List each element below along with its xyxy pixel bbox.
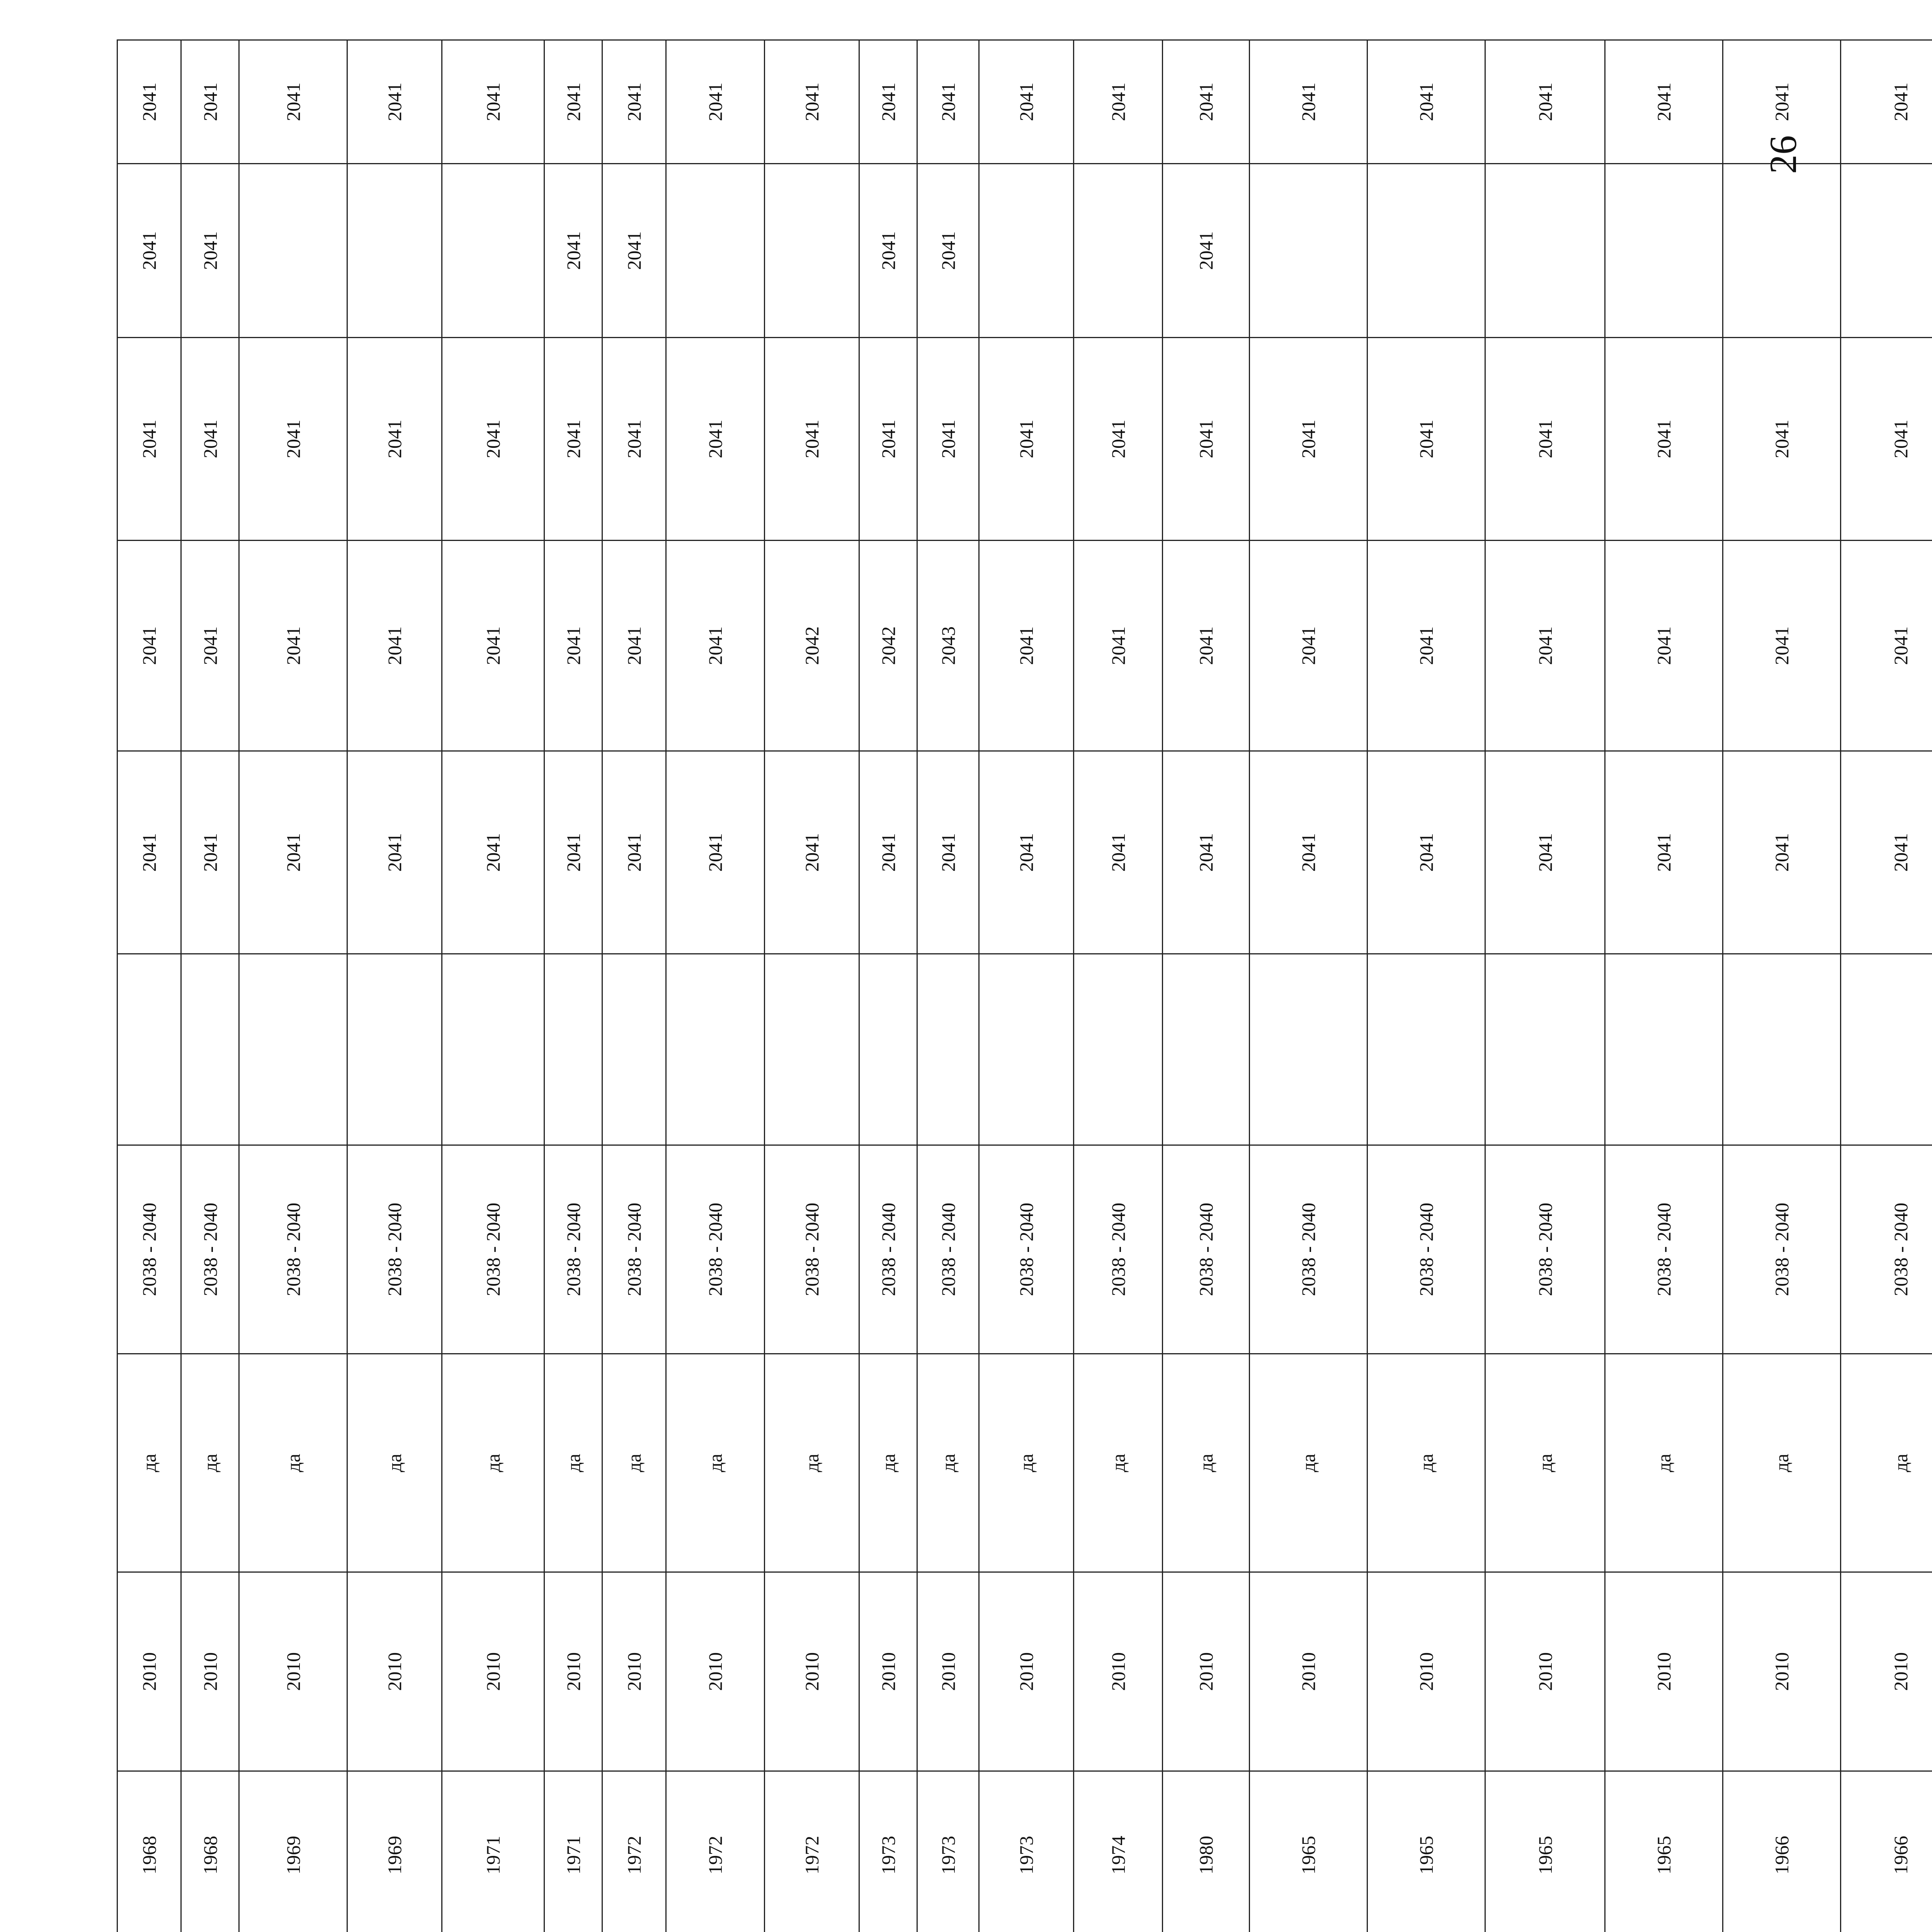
column-14-cell: 2041	[1367, 40, 1485, 164]
column-9-cell	[859, 954, 917, 1145]
construction-year-cell: 1971	[544, 1771, 602, 1932]
column-13-cell	[1367, 164, 1485, 338]
table-body	[117, 40, 1932, 1932]
repair-needed-cell: да	[602, 1354, 666, 1572]
column-10-cell: 2041	[1485, 751, 1605, 954]
column-10-cell: 2041	[1723, 751, 1841, 954]
table-row	[239, 40, 347, 1932]
column-12-cell: 2041	[347, 338, 442, 541]
survey-year-cell: 2010	[347, 1572, 442, 1771]
planned-period-cell: 2038 - 2040	[117, 1145, 181, 1354]
column-13-cell	[1074, 164, 1163, 338]
column-9-cell	[1367, 954, 1485, 1145]
column-14-cell: 2041	[602, 40, 666, 164]
column-12-cell: 2041	[765, 338, 859, 541]
column-11-cell: 2041	[117, 541, 181, 751]
column-9-cell	[666, 954, 765, 1145]
column-9-cell	[1605, 954, 1723, 1145]
table-row	[765, 40, 859, 1932]
planned-period-cell: 2038 - 2040	[1723, 1145, 1841, 1354]
column-12-cell: 2041	[544, 338, 602, 541]
column-12-cell: 2041	[1074, 338, 1163, 541]
construction-year-cell: 1973	[979, 1771, 1074, 1932]
column-10-cell: 2041	[917, 751, 979, 954]
survey-year-cell: 2010	[859, 1572, 917, 1771]
column-13-cell	[239, 164, 347, 338]
column-12-cell: 2041	[442, 338, 544, 541]
construction-year-cell: 1972	[765, 1771, 859, 1932]
column-12-cell: 2041	[181, 338, 239, 541]
survey-year-cell: 2010	[1367, 1572, 1485, 1771]
column-14-cell: 2041	[859, 40, 917, 164]
column-9-cell	[1250, 954, 1367, 1145]
column-11-cell: 2041	[347, 541, 442, 751]
column-12-cell: 2041	[117, 338, 181, 541]
column-10-cell: 2041	[1841, 751, 1932, 954]
repair-needed-cell: да	[1485, 1354, 1605, 1572]
table-row	[1841, 40, 1932, 1932]
column-12-cell: 2041	[1841, 338, 1932, 541]
survey-year-cell: 2010	[442, 1572, 544, 1771]
repair-needed-cell: да	[765, 1354, 859, 1572]
column-10-cell: 2041	[442, 751, 544, 954]
column-11-cell: 2041	[544, 541, 602, 751]
column-14-cell: 2041	[239, 40, 347, 164]
table-row	[1605, 40, 1723, 1932]
planned-period-cell: 2038 - 2040	[1841, 1145, 1932, 1354]
column-9-cell	[602, 954, 666, 1145]
column-9-cell	[442, 954, 544, 1145]
table-row	[181, 40, 239, 1932]
column-12-cell: 2041	[917, 338, 979, 541]
survey-year-cell: 2010	[1605, 1572, 1723, 1771]
column-9-cell	[979, 954, 1074, 1145]
column-14-cell: 2041	[442, 40, 544, 164]
column-12-cell: 2041	[1163, 338, 1250, 541]
construction-year-cell: 1965	[1485, 1771, 1605, 1932]
repair-needed-cell: да	[442, 1354, 544, 1572]
column-13-cell	[1723, 164, 1841, 338]
column-11-cell: 2041	[442, 541, 544, 751]
column-12-cell: 2041	[1367, 338, 1485, 541]
construction-year-cell: 1966	[1723, 1771, 1841, 1932]
table-row	[1163, 40, 1250, 1932]
table-row	[442, 40, 544, 1932]
planned-period-cell: 2038 - 2040	[1485, 1145, 1605, 1354]
column-11-cell: 2043	[917, 541, 979, 751]
survey-year-cell: 2010	[181, 1572, 239, 1771]
table-row	[1723, 40, 1841, 1932]
column-13-cell	[442, 164, 544, 338]
column-11-cell: 2042	[859, 541, 917, 751]
survey-year-cell: 2010	[666, 1572, 765, 1771]
column-11-cell: 2041	[666, 541, 765, 751]
column-11-cell: 2041	[239, 541, 347, 751]
column-13-cell: 2041	[602, 164, 666, 338]
repair-needed-cell: да	[347, 1354, 442, 1572]
construction-year-cell: 1971	[442, 1771, 544, 1932]
table-row	[544, 40, 602, 1932]
planned-period-cell: 2038 - 2040	[181, 1145, 239, 1354]
column-14-cell: 2041	[979, 40, 1074, 164]
construction-year-cell: 1972	[666, 1771, 765, 1932]
survey-year-cell: 2010	[544, 1572, 602, 1771]
column-11-cell: 2041	[1074, 541, 1163, 751]
column-11-cell: 2041	[602, 541, 666, 751]
column-13-cell	[1250, 164, 1367, 338]
column-13-cell: 2041	[117, 164, 181, 338]
planned-period-cell: 2038 - 2040	[1074, 1145, 1163, 1354]
survey-year-cell: 2010	[1723, 1572, 1841, 1771]
repair-needed-cell: да	[544, 1354, 602, 1572]
planned-period-cell: 2038 - 2040	[859, 1145, 917, 1354]
column-11-cell: 2041	[1605, 541, 1723, 751]
column-9-cell	[1074, 954, 1163, 1145]
column-11-cell: 2041	[1163, 541, 1250, 751]
column-14-cell: 2041	[1485, 40, 1605, 164]
survey-year-cell: 2010	[117, 1572, 181, 1771]
column-10-cell: 2041	[117, 751, 181, 954]
construction-year-cell: 1973	[859, 1771, 917, 1932]
repair-needed-cell: да	[181, 1354, 239, 1572]
column-14-cell: 2041	[1723, 40, 1841, 164]
column-10-cell: 2041	[1163, 751, 1250, 954]
column-13-cell	[666, 164, 765, 338]
repair-needed-cell: да	[1163, 1354, 1250, 1572]
planned-period-cell: 2038 - 2040	[1163, 1145, 1250, 1354]
planned-period-cell: 2038 - 2040	[1367, 1145, 1485, 1354]
construction-year-cell: 1965	[1367, 1771, 1485, 1932]
column-12-cell: 2041	[602, 338, 666, 541]
column-11-cell: 2041	[1723, 541, 1841, 751]
column-10-cell: 2041	[666, 751, 765, 954]
planned-period-cell: 2038 - 2040	[666, 1145, 765, 1354]
column-13-cell	[1841, 164, 1932, 338]
column-11-cell: 2041	[979, 541, 1074, 751]
column-11-cell: 2042	[765, 541, 859, 751]
column-9-cell	[917, 954, 979, 1145]
column-14-cell: 2041	[1074, 40, 1163, 164]
column-11-cell: 2041	[1250, 541, 1367, 751]
housing-register-table	[117, 39, 1932, 1932]
column-12-cell: 2041	[1485, 338, 1605, 541]
construction-year-cell: 1973	[917, 1771, 979, 1932]
construction-year-cell: 1974	[1074, 1771, 1163, 1932]
planned-period-cell: 2038 - 2040	[765, 1145, 859, 1354]
repair-needed-cell: да	[1723, 1354, 1841, 1572]
planned-period-cell: 2038 - 2040	[239, 1145, 347, 1354]
survey-year-cell: 2010	[239, 1572, 347, 1771]
column-14-cell: 2041	[347, 40, 442, 164]
construction-year-cell: 1965	[1250, 1771, 1367, 1932]
column-11-cell: 2041	[1841, 541, 1932, 751]
column-9-cell	[181, 954, 239, 1145]
repair-needed-cell: да	[1841, 1354, 1932, 1572]
column-14-cell: 2041	[181, 40, 239, 164]
column-9-cell	[239, 954, 347, 1145]
column-10-cell: 2041	[1250, 751, 1367, 954]
planned-period-cell: 2038 - 2040	[1605, 1145, 1723, 1354]
survey-year-cell: 2010	[765, 1572, 859, 1771]
survey-year-cell: 2010	[1841, 1572, 1932, 1771]
column-13-cell	[347, 164, 442, 338]
repair-needed-cell: да	[917, 1354, 979, 1572]
column-10-cell: 2041	[979, 751, 1074, 954]
column-14-cell: 2041	[1841, 40, 1932, 164]
repair-needed-cell: да	[979, 1354, 1074, 1572]
column-12-cell: 2041	[1605, 338, 1723, 541]
construction-year-cell: 1968	[181, 1771, 239, 1932]
document-sheet	[117, 41, 1912, 1932]
table-row	[1367, 40, 1485, 1932]
survey-year-cell: 2010	[979, 1572, 1074, 1771]
repair-needed-cell: да	[859, 1354, 917, 1572]
column-10-cell: 2041	[1605, 751, 1723, 954]
repair-needed-cell: да	[1367, 1354, 1485, 1572]
column-13-cell: 2041	[1163, 164, 1250, 338]
repair-needed-cell: да	[1605, 1354, 1723, 1572]
table-row	[1485, 40, 1605, 1932]
column-14-cell: 2041	[1250, 40, 1367, 164]
repair-needed-cell: да	[1074, 1354, 1163, 1572]
repair-needed-cell: да	[117, 1354, 181, 1572]
column-13-cell	[979, 164, 1074, 338]
column-9-cell	[1163, 954, 1250, 1145]
column-12-cell: 2041	[239, 338, 347, 541]
table-row	[347, 40, 442, 1932]
column-10-cell: 2041	[347, 751, 442, 954]
table-row	[979, 40, 1074, 1932]
column-9-cell	[117, 954, 181, 1145]
column-13-cell	[1605, 164, 1723, 338]
repair-needed-cell: да	[239, 1354, 347, 1572]
column-14-cell: 2041	[544, 40, 602, 164]
construction-year-cell: 1966	[1841, 1771, 1932, 1932]
column-10-cell: 2041	[181, 751, 239, 954]
column-12-cell: 2041	[859, 338, 917, 541]
construction-year-cell: 1969	[347, 1771, 442, 1932]
column-12-cell: 2041	[1250, 338, 1367, 541]
column-9-cell	[544, 954, 602, 1145]
column-14-cell: 2041	[117, 40, 181, 164]
planned-period-cell: 2038 - 2040	[602, 1145, 666, 1354]
table-row	[859, 40, 917, 1932]
column-14-cell: 2041	[1163, 40, 1250, 164]
column-13-cell: 2041	[181, 164, 239, 338]
column-9-cell	[765, 954, 859, 1145]
planned-period-cell: 2038 - 2040	[979, 1145, 1074, 1354]
column-14-cell: 2041	[1605, 40, 1723, 164]
table-row	[117, 40, 181, 1932]
column-10-cell: 2041	[544, 751, 602, 954]
page-number: 26	[1762, 135, 1804, 174]
survey-year-cell: 2010	[1250, 1572, 1367, 1771]
column-13-cell: 2041	[544, 164, 602, 338]
table-row	[602, 40, 666, 1932]
column-11-cell: 2041	[1367, 541, 1485, 751]
planned-period-cell: 2038 - 2040	[442, 1145, 544, 1354]
column-9-cell	[1485, 954, 1605, 1145]
planned-period-cell: 2038 - 2040	[544, 1145, 602, 1354]
column-14-cell: 2041	[666, 40, 765, 164]
column-14-cell: 2041	[917, 40, 979, 164]
planned-period-cell: 2038 - 2040	[917, 1145, 979, 1354]
column-10-cell: 2041	[239, 751, 347, 954]
planned-period-cell: 2038 - 2040	[1250, 1145, 1367, 1354]
column-10-cell: 2041	[1367, 751, 1485, 954]
column-12-cell: 2041	[1723, 338, 1841, 541]
construction-year-cell: 1968	[117, 1771, 181, 1932]
survey-year-cell: 2010	[1074, 1572, 1163, 1771]
planned-period-cell: 2038 - 2040	[347, 1145, 442, 1354]
column-14-cell: 2041	[765, 40, 859, 164]
column-9-cell	[347, 954, 442, 1145]
column-13-cell	[1485, 164, 1605, 338]
repair-needed-cell: да	[666, 1354, 765, 1572]
column-9-cell	[1841, 954, 1932, 1145]
column-12-cell: 2041	[979, 338, 1074, 541]
survey-year-cell: 2010	[1485, 1572, 1605, 1771]
column-11-cell: 2041	[1485, 541, 1605, 751]
construction-year-cell: 1980	[1163, 1771, 1250, 1932]
repair-needed-cell: да	[1250, 1354, 1367, 1572]
column-13-cell: 2041	[917, 164, 979, 338]
table-row	[1074, 40, 1163, 1932]
column-12-cell: 2041	[666, 338, 765, 541]
construction-year-cell: 1965	[1605, 1771, 1723, 1932]
construction-year-cell: 1969	[239, 1771, 347, 1932]
table-row	[917, 40, 979, 1932]
column-13-cell: 2041	[859, 164, 917, 338]
column-13-cell	[765, 164, 859, 338]
column-11-cell: 2041	[181, 541, 239, 751]
column-9-cell	[1723, 954, 1841, 1145]
column-10-cell: 2041	[602, 751, 666, 954]
survey-year-cell: 2010	[1163, 1572, 1250, 1771]
survey-year-cell: 2010	[917, 1572, 979, 1771]
survey-year-cell: 2010	[602, 1572, 666, 1771]
column-10-cell: 2041	[765, 751, 859, 954]
table-row	[1250, 40, 1367, 1932]
column-10-cell: 2041	[1074, 751, 1163, 954]
table-row	[666, 40, 765, 1932]
column-10-cell: 2041	[859, 751, 917, 954]
construction-year-cell: 1972	[602, 1771, 666, 1932]
